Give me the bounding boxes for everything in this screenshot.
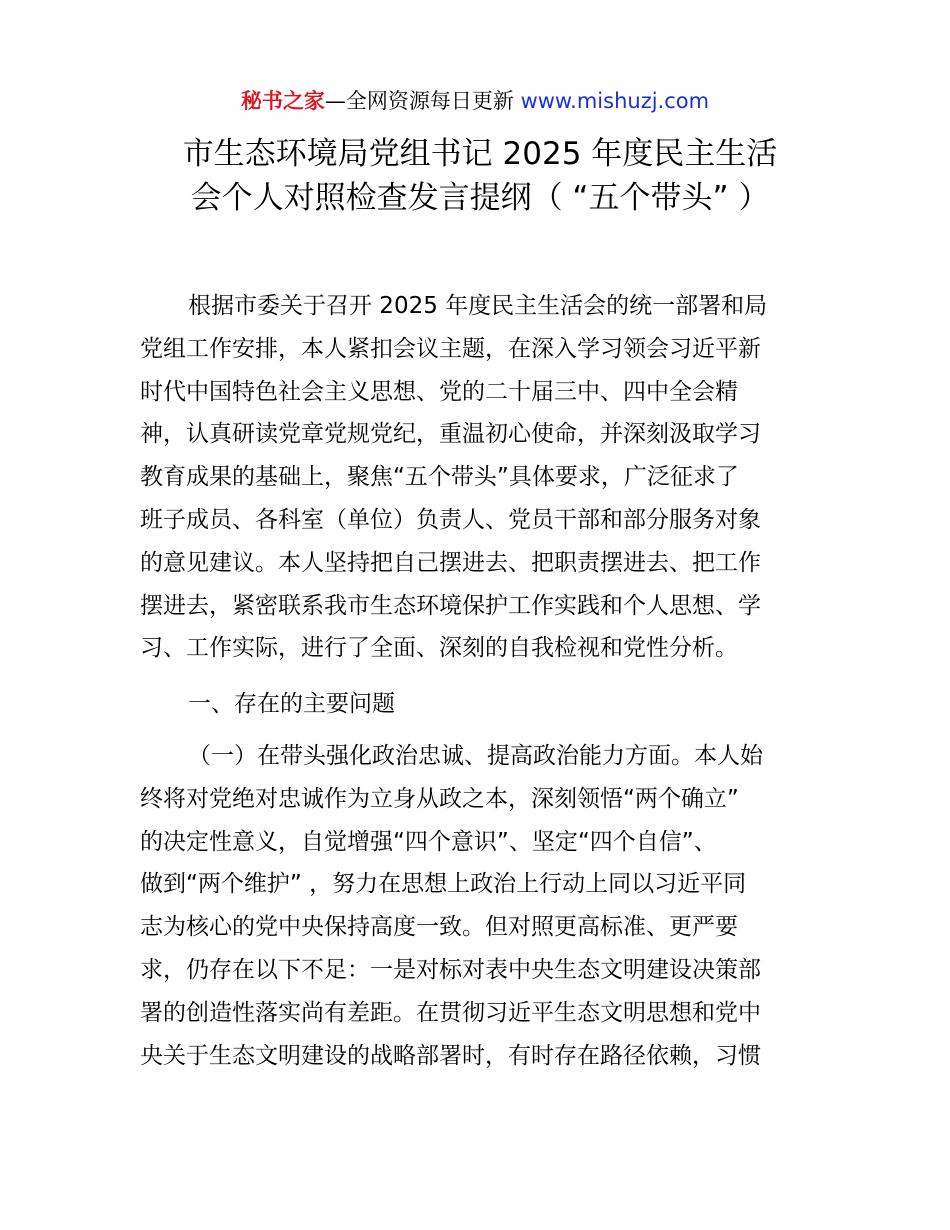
paragraph-line: 时代中国特色社会主义思想、党的二十届三中、四中全会精 [140, 378, 738, 405]
section-heading [140, 683, 820, 726]
paragraph-line: 党组工作安排，本人紧扣会议主题，在深入学习领会习近平新 [140, 335, 761, 362]
paragraph-line: 教育成果的基础上，聚焦“五个带头”具体要求，广泛征求了 [140, 464, 739, 491]
paragraph-line: 神，认真研读党章党规党纪，重温初心使命，并深刻汲取学习 [140, 421, 761, 448]
source-header [0, 86, 950, 116]
paragraph-line: 班子成员、各科室（单位）负责人、党员干部和部分服务对象 [140, 506, 761, 533]
intro-paragraph [140, 285, 820, 670]
title-line: 市生态环境局党组书记 2025 年度民主生活 [182, 136, 778, 172]
paragraph-line: 的意见建议。本人坚持把自己摆进去、把职责摆进去、把工作 [140, 549, 761, 576]
section-paragraph [140, 735, 820, 1077]
paragraph-line: 摆进去，紧密联系我市生态环境保护工作实践和个人思想、学 [140, 592, 761, 619]
paragraph-line: 志为核心的党中央保持高度一致。但对照更高标准、更严要 [140, 914, 738, 941]
paragraph-line: 的决定性意义，自觉增强“四个意识”、坚定“四个自信”、 [140, 828, 717, 855]
paragraph-line: 习、工作实际，进行了全面、深刻的自我检视和党性分析。 [140, 635, 738, 662]
paragraph-line: 求，仍存在以下不足：一是对标对表中央生态文明建设决策部 [140, 956, 761, 983]
paragraph-line: 根据市委关于召开 2025 年度民主生活会的统一部署和局 [188, 293, 768, 319]
paragraph-line: 做到“两个维护” ，努力在思想上政治上行动上同以习近平同 [140, 871, 747, 898]
document-title [140, 132, 820, 220]
heading-text: 一、存在的主要问题 [188, 691, 395, 717]
paragraph-line: （一）在带头强化政治忠诚、提高政治能力方面。本人始 [188, 743, 763, 769]
title-line: 会个人对照检查发言提纲（ “五个带头” ） [190, 180, 770, 216]
paragraph-line: 终将对党绝对忠诚作为立身从政之本，深刻领悟“两个确立” [140, 785, 739, 812]
brand-name: 秘书之家 [240, 89, 325, 113]
site-link[interactable]: www.mishuzj.com [520, 89, 710, 113]
paragraph-line: 署的创造性落实尚有差距。在贯彻习近平生态文明思想和党中 [140, 999, 761, 1026]
header-tagline: —全网资源每日更新 [324, 89, 521, 113]
paragraph-line: 央关于生态文明建设的战略部署时，有时存在路径依赖，习惯 [140, 1042, 761, 1069]
